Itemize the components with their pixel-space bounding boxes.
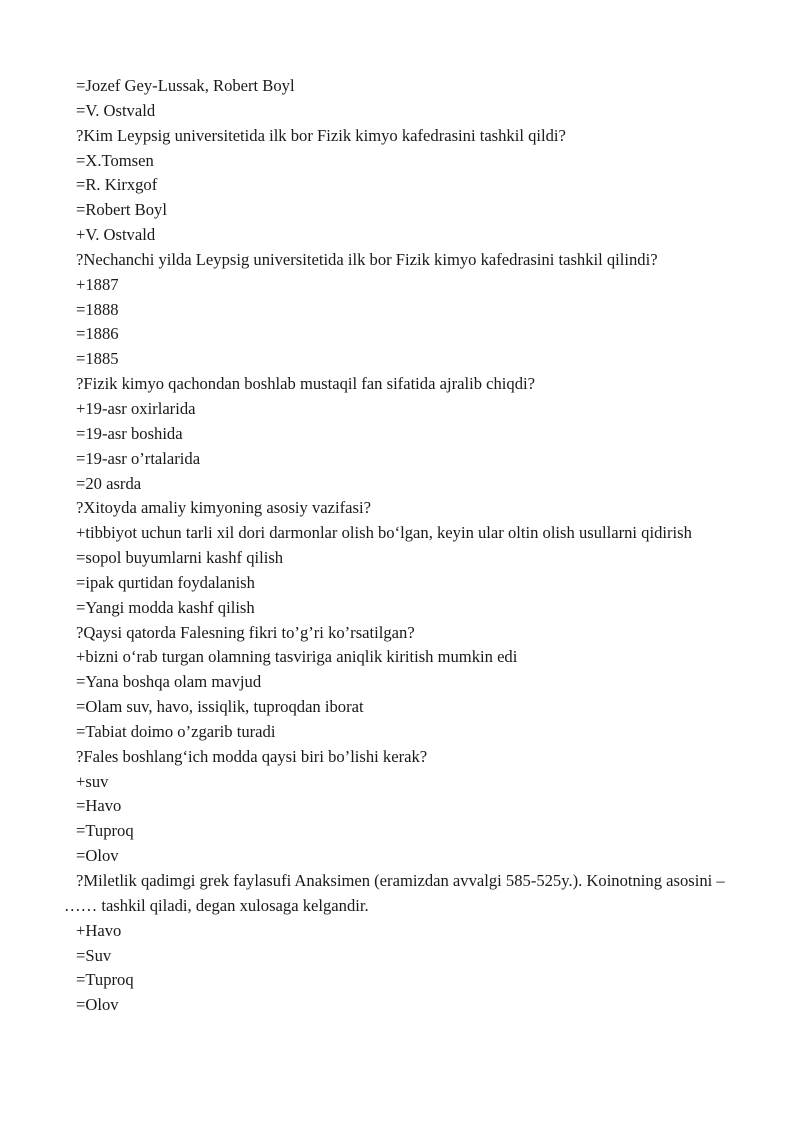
answer-option-line: =Tuproq — [76, 970, 134, 990]
correct-answer-line: +19-asr oxirlarida — [76, 398, 196, 418]
answer-option-line: =20 asrda — [76, 473, 142, 493]
answer-option-line: =Suv — [76, 945, 112, 965]
question-line: ?Nechanchi yilda Leypsig universitetida ilk bor Fizik kimyo kafedrasini tashkil qilindi? — [76, 249, 658, 269]
answer-option-line: =Yangi modda kashf qilish — [76, 597, 255, 617]
correct-answer-line: +tibbiyot uchun tarli xil dori darmonlar olish bo‘lgan, keyin ular oltin olish usullarni qidirish — [76, 523, 692, 543]
question-line: ?Fizik kimyo qachondan boshlab mustaqil fan sifatida ajralib chiqdi? — [76, 374, 535, 394]
answer-option-line: =1885 — [76, 349, 119, 369]
correct-answer-line: +bizni o‘rab turgan olamning tasviriga aniqlik kiritish mumkin edi — [76, 647, 518, 667]
answer-option-line: =19-asr boshida — [76, 423, 183, 443]
answer-option-line: =V. Ostvald — [76, 100, 156, 120]
answer-option-line: =Tabiat doimo o’zgarib turadi — [76, 721, 276, 741]
answer-option-line: =19-asr o’rtalarida — [76, 448, 201, 468]
answer-option-line: =1886 — [76, 324, 119, 344]
correct-answer-line: +1887 — [76, 274, 119, 294]
question-line: ?Qaysi qatorda Falesning fikri to’g’ri ko’rsatilgan? — [76, 622, 415, 642]
question-line: ?Miletlik qadimgi grek faylasufi Anaksimen (eramizdan avvalgi 585-525y.). Koinotning asosini – …… tashkil qiladi, degan xulosaga kelgandir. — [64, 871, 725, 915]
correct-answer-line: +suv — [76, 771, 109, 791]
answer-option-line: =X.Tomsen — [76, 150, 154, 170]
answer-option-line: =Jozef Gey-Lussak, Robert Boyl — [76, 76, 295, 95]
answer-option-line: =1888 — [76, 299, 119, 319]
answer-option-line: =Robert Boyl — [76, 200, 167, 220]
answer-option-line: =Olov — [76, 846, 119, 866]
question-line: ?Xitoyda amaliy kimyoning asosiy vazifasi? — [76, 498, 371, 518]
answer-option-line: =Olam suv, havo, issiqlik, tuproqdan iborat — [76, 697, 364, 717]
answer-option-line: =Olov — [76, 995, 119, 1015]
question-line: ?Kim Leypsig universitetida ilk bor Fizik kimyo kafedrasini tashkil qildi? — [76, 125, 566, 145]
answer-option-line: =Tuproq — [76, 821, 134, 841]
quiz-text-body — [0, 74, 800, 1018]
answer-option-line: =sopol buyumlarni kashf qilish — [76, 548, 284, 568]
correct-answer-line: +V. Ostvald — [76, 225, 156, 245]
answer-option-line: =R. Kirxgof — [76, 175, 158, 195]
answer-option-line: =ipak qurtidan foydalanish — [76, 572, 255, 592]
answer-option-line: =Havo — [76, 796, 122, 816]
answer-option-line: =Yana boshqa olam mavjud — [76, 672, 262, 692]
correct-answer-line: +Havo — [76, 920, 122, 940]
question-line: ?Fales boshlang‘ich modda qaysi biri bo’lishi kerak? — [76, 746, 428, 766]
